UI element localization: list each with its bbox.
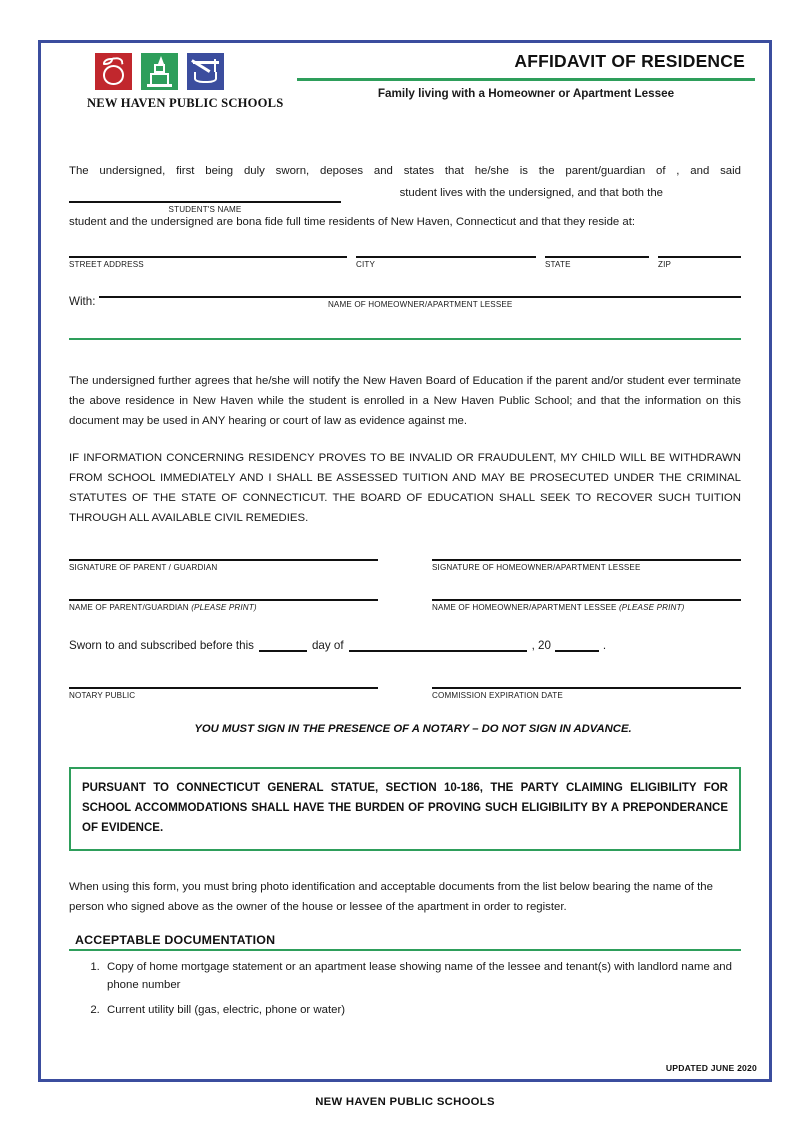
homeowner-signature-label: SIGNATURE OF HOMEOWNER/APARTMENT LESSEE xyxy=(432,562,641,572)
notary-warning: YOU MUST SIGN IN THE PRESENCE OF A NOTARY – DO NOT SIGN IN ADVANCE. xyxy=(194,722,632,735)
page-title: AFFIDAVIT OF RESIDENCE xyxy=(514,51,745,71)
street-address-field[interactable] xyxy=(69,256,347,269)
with-label: With: xyxy=(69,295,96,309)
intro-line-1: The undersigned, first being duly sworn, deposes and states that he/she is the parent/guardian of , and said xyxy=(69,165,741,177)
parent-printed-name-hint: (PLEASE PRINT) xyxy=(191,602,257,612)
with-row xyxy=(69,295,741,309)
school-tower-icon xyxy=(141,53,178,90)
zip-label: ZIP xyxy=(658,260,672,270)
signature-grid xyxy=(69,559,741,612)
homeowner-printed-name-hint: (PLEASE PRINT) xyxy=(618,602,685,612)
header-green-rule xyxy=(297,78,755,81)
acceptable-documentation-list xyxy=(69,959,741,1019)
sworn-year-blank[interactable] xyxy=(555,639,599,652)
statute-text: PURSUANT TO CONNECTICUT GENERAL STATUE, SECTION 10-186, THE PARTY CLAIMING ELIGIBILITY FOR SCHOOL ACCOMMODATIONS SHALL HAVE THE BURDEN OF PROVING SUCH ELIGIBILITY BY A PREPONDERANCE OF EVIDENCE. xyxy=(82,781,728,835)
acceptable-documentation-heading: ACCEPTABLE DOCUMENTATION xyxy=(75,933,276,948)
list-item: 1. Copy of home mortgage statement or an apartment lease showing name of the lessee and tenant(s) with landlord name and phone number xyxy=(103,959,741,994)
state-field[interactable] xyxy=(545,256,649,269)
district-logo xyxy=(87,53,284,111)
commission-expiration-field[interactable] xyxy=(432,687,741,700)
parent-printed-name-label-text: NAME OF PARENT/GUARDIAN xyxy=(69,602,189,612)
street-address-label: STREET ADDRESS xyxy=(69,260,144,270)
parent-printed-name-field[interactable] xyxy=(69,599,378,612)
city-label: CITY xyxy=(356,260,376,270)
document-body xyxy=(69,163,741,1027)
document-page xyxy=(38,40,772,1082)
page-subtitle: Family living with a Homeowner or Apartment Lessee xyxy=(377,87,675,100)
intro-line-3: student and the undersigned are bona fide full time residents of New Haven, Connecticut and that they reside at: xyxy=(69,216,636,229)
header-title-block xyxy=(297,51,755,100)
parent-printed-name-label xyxy=(69,601,378,612)
parent-signature-label: SIGNATURE OF PARENT / GUARDIAN xyxy=(69,562,218,572)
notary-public-field[interactable] xyxy=(69,687,378,700)
homeowner-printed-name-field[interactable] xyxy=(432,599,741,612)
page-footer: NEW HAVEN PUBLIC SCHOOLS xyxy=(315,1096,495,1108)
sworn-month-blank[interactable] xyxy=(349,639,527,652)
address-row xyxy=(69,256,741,269)
graduation-cap-icon xyxy=(187,53,224,90)
sworn-text-before: Sworn to and subscribed before this xyxy=(69,638,254,652)
notary-column-left xyxy=(69,687,378,700)
list-item: 2. Current utility bill (gas, electric, phone or water) xyxy=(103,1002,741,1019)
zip-field[interactable] xyxy=(658,256,741,269)
homeowner-signature-field[interactable] xyxy=(432,559,741,572)
apple-icon xyxy=(95,53,132,90)
signature-column-right xyxy=(432,559,741,612)
state-label: STATE xyxy=(545,260,571,270)
parent-signature-field[interactable] xyxy=(69,559,378,572)
student-name-label: STUDENT'S NAME xyxy=(168,205,242,215)
documentation-intro: When using this form, you must bring photo identification and acceptable documents from the list below bearing the name of the person who signed above as the owner of the house or lessee of the apartment in order to register. xyxy=(69,880,713,913)
updated-stamp: UPDATED JUNE 2020 xyxy=(665,1063,757,1073)
agreement-paragraph-2: IF INFORMATION CONCERNING RESIDENCY PROVES TO BE INVALID OR FRAUDULENT, MY CHILD WILL BE WITHDRAWN FROM SCHOOL IMMEDIATELY AND I SHALL BE ASSESSED TUITION AND MAY BE PROSECUTED UNDER THE CRIMINAL STATUTES OF THE STATE OF CONNECTICUT. THE BOARD OF EDUCATION SHALL SEEK TO RECOVER SUCH TUITION THROUGH ALL AVAILABLE CIVIL REMEDIES. xyxy=(69,452,741,524)
homeowner-name-label: NAME OF HOMEOWNER/APARTMENT LESSEE xyxy=(327,300,513,310)
document-inner xyxy=(41,43,769,1079)
statute-box xyxy=(69,767,741,851)
intro-line-2: student lives with the undersigned, and that both the xyxy=(399,187,663,200)
agreement-paragraph-1: The undersigned further agrees that he/she will notify the New Haven Board of Education if the parent and/or student ever terminate the above residence in New Haven while the student is enrolled in a New Haven Public School; and that the information on this document may be used in ANY hearing or court of law as evidence against me. xyxy=(69,375,741,427)
homeowner-printed-name-label-text: NAME OF HOMEOWNER/APARTMENT LESSEE xyxy=(432,602,617,612)
commission-expiration-label: COMMISSION EXPIRATION DATE xyxy=(432,690,563,700)
notary-grid xyxy=(69,687,741,700)
notary-column-right xyxy=(432,687,741,700)
sworn-text-period: . xyxy=(602,638,607,652)
logo-tiles xyxy=(95,53,262,90)
logo-wordmark: NEW HAVEN PUBLIC SCHOOLS xyxy=(87,96,284,110)
sworn-text-year: , 20 xyxy=(531,638,551,652)
student-name-field[interactable] xyxy=(69,201,341,214)
city-field[interactable] xyxy=(356,256,536,269)
homeowner-printed-name-label xyxy=(432,601,741,612)
sworn-text-day-of: day of xyxy=(311,638,344,652)
acceptable-documentation-rule xyxy=(69,949,741,951)
homeowner-name-field[interactable] xyxy=(99,296,741,309)
document-header xyxy=(41,43,769,117)
signature-column-left xyxy=(69,559,378,612)
notary-public-label: NOTARY PUBLIC xyxy=(69,690,136,700)
sworn-day-blank[interactable] xyxy=(259,639,307,652)
sworn-statement-row xyxy=(69,639,741,652)
